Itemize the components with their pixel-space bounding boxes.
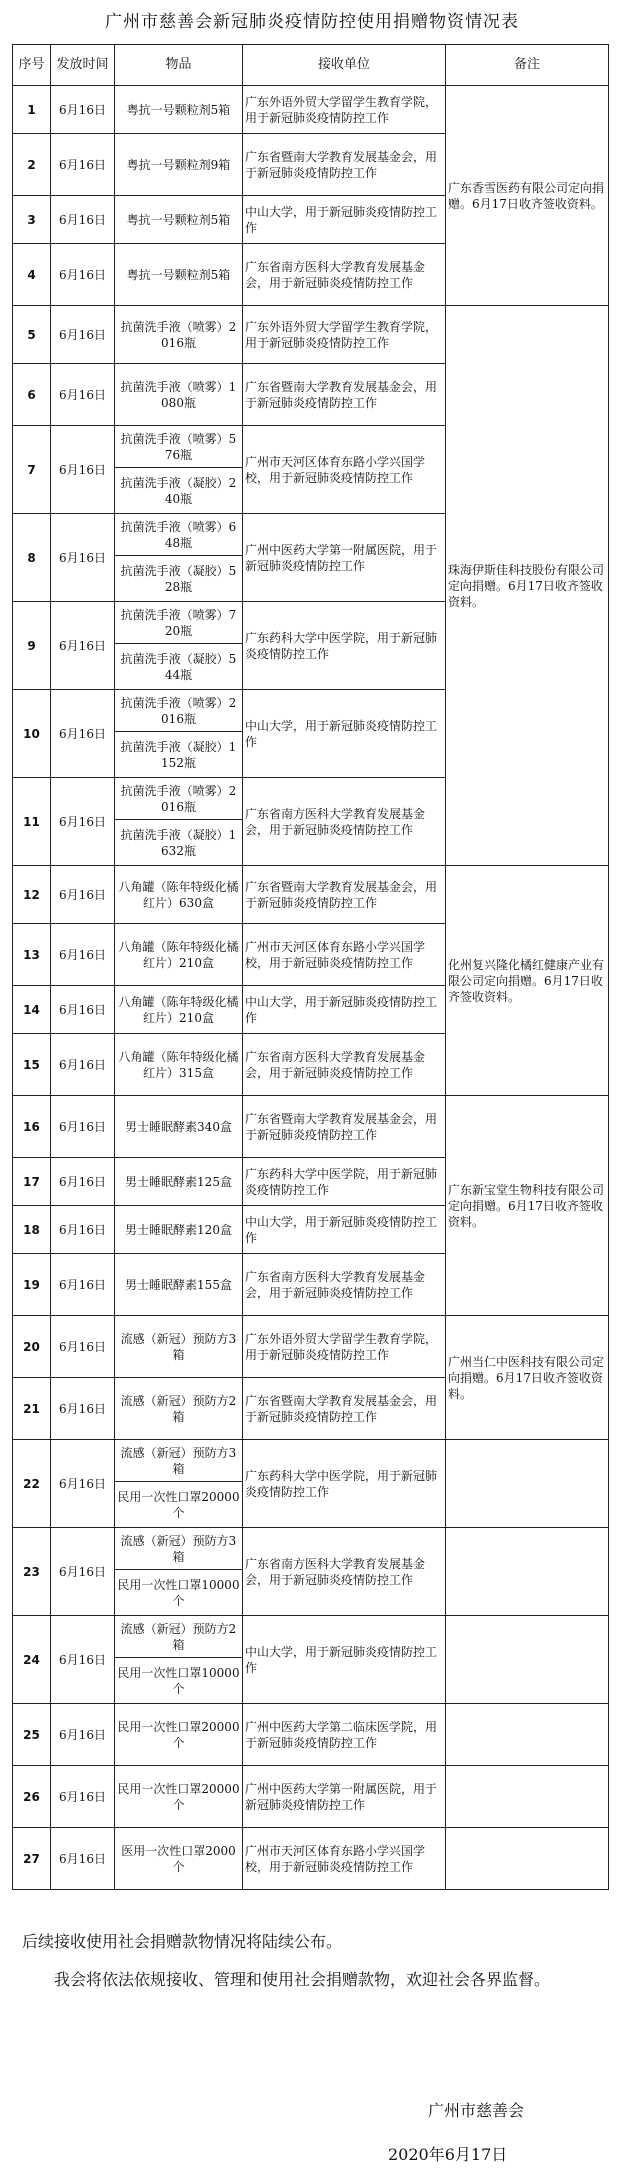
table-body (13, 86, 609, 1890)
row-item: 流感（新冠）预防方2箱 (115, 1378, 243, 1440)
row-note: 广州当仁中医科技有限公司定向捐赠。6月17日收齐签收资料。 (446, 1316, 609, 1440)
table-row (13, 1316, 609, 1378)
row-note-empty (446, 1528, 609, 1616)
row-number: 23 (13, 1528, 51, 1616)
table-row (13, 1096, 609, 1158)
row-recipient: 广州市天河区体育东路小学兴国学校，用于新冠肺炎疫情防控工作 (243, 426, 446, 514)
header-date: 发放时间 (51, 45, 115, 86)
row-item: 医用一次性口罩2000个 (115, 1828, 243, 1890)
row-item: 流感（新冠）预防方3箱 (115, 1528, 243, 1570)
row-date: 6月16日 (51, 1616, 115, 1704)
row-note: 广东新宝堂生物科技有限公司定向捐赠。6月17日收齐签收资料。 (446, 1096, 609, 1316)
table-row (13, 1616, 609, 1658)
row-number: 16 (13, 1096, 51, 1158)
row-number: 9 (13, 602, 51, 690)
row-item: 民用一次性口罩10000个 (115, 1570, 243, 1616)
row-recipient: 中山大学，用于新冠肺炎疫情防控工作 (243, 1206, 446, 1254)
row-date: 6月16日 (51, 1704, 115, 1766)
row-recipient: 广州中医药大学第二临床医学院，用于新冠肺炎疫情防控工作 (243, 1704, 446, 1766)
row-item: 男士睡眠酵素125盒 (115, 1158, 243, 1206)
row-item: 男士睡眠酵素155盒 (115, 1254, 243, 1316)
header-no: 序号 (13, 45, 51, 86)
row-item: 粤抗一号颗粒剂5箱 (115, 244, 243, 306)
row-item: 八角罐（陈年特级化橘红片）210盒 (115, 924, 243, 986)
row-date: 6月16日 (51, 1158, 115, 1206)
row-number: 22 (13, 1440, 51, 1528)
row-item: 抗菌洗手液（喷雾）2016瓶 (115, 306, 243, 364)
row-note-empty (446, 1704, 609, 1766)
row-number: 10 (13, 690, 51, 778)
row-item: 抗菌洗手液（喷雾）576瓶 (115, 426, 243, 468)
row-recipient: 广东省南方医科大学教育发展基金会，用于新冠肺炎疫情防控工作 (243, 244, 446, 306)
row-date: 6月16日 (51, 1206, 115, 1254)
row-item: 八角罐（陈年特级化橘红片）210盒 (115, 986, 243, 1034)
row-item: 粤抗一号颗粒剂5箱 (115, 86, 243, 134)
row-note: 珠海伊斯佳科技股份有限公司定向捐赠。6月17日收齐签收资料。 (446, 306, 609, 866)
row-recipient: 广东外语外贸大学留学生教育学院，用于新冠肺炎疫情防控工作 (243, 1316, 446, 1378)
row-date: 6月16日 (51, 1034, 115, 1096)
table-row (13, 1766, 609, 1828)
row-item: 抗菌洗手液（喷雾）720瓶 (115, 602, 243, 644)
row-number: 7 (13, 426, 51, 514)
row-number: 21 (13, 1378, 51, 1440)
row-recipient: 广东省南方医科大学教育发展基金会，用于新冠肺炎疫情防控工作 (243, 1254, 446, 1316)
row-recipient: 广东省暨南大学教育发展基金会，用于新冠肺炎疫情防控工作 (243, 1378, 446, 1440)
row-number: 18 (13, 1206, 51, 1254)
row-recipient: 广东外语外贸大学留学生教育学院，用于新冠肺炎疫情防控工作 (243, 306, 446, 364)
row-recipient: 广东省暨南大学教育发展基金会，用于新冠肺炎疫情防控工作 (243, 134, 446, 196)
row-date: 6月16日 (51, 1828, 115, 1890)
table-row (13, 1828, 609, 1890)
row-item: 民用一次性口罩20000个 (115, 1766, 243, 1828)
row-date: 6月16日 (51, 778, 115, 866)
row-number: 6 (13, 364, 51, 426)
row-number: 14 (13, 986, 51, 1034)
row-note-empty (446, 1828, 609, 1890)
row-recipient: 广东药科大学中医学院，用于新冠肺炎疫情防控工作 (243, 1158, 446, 1206)
row-item: 抗菌洗手液（凝胶）240瓶 (115, 468, 243, 514)
row-recipient: 广东省暨南大学教育发展基金会，用于新冠肺炎疫情防控工作 (243, 364, 446, 426)
row-recipient: 广东省暨南大学教育发展基金会，用于新冠肺炎疫情防控工作 (243, 866, 446, 924)
table-header-row (13, 45, 609, 86)
row-recipient: 中山大学，用于新冠肺炎疫情防控工作 (243, 196, 446, 244)
row-item: 抗菌洗手液（喷雾）648瓶 (115, 514, 243, 556)
row-date: 6月16日 (51, 1766, 115, 1828)
header-recv: 接收单位 (243, 45, 446, 86)
row-item: 抗菌洗手液（凝胶）528瓶 (115, 556, 243, 602)
row-date: 6月16日 (51, 866, 115, 924)
row-item: 粤抗一号颗粒剂5箱 (115, 196, 243, 244)
row-recipient: 广东药科大学中医学院，用于新冠肺炎疫情防控工作 (243, 602, 446, 690)
row-recipient: 广东省暨南大学教育发展基金会，用于新冠肺炎疫情防控工作 (243, 1096, 446, 1158)
row-recipient: 广东省南方医科大学教育发展基金会，用于新冠肺炎疫情防控工作 (243, 778, 446, 866)
row-number: 19 (13, 1254, 51, 1316)
row-number: 26 (13, 1766, 51, 1828)
row-date: 6月16日 (51, 1528, 115, 1616)
row-number: 11 (13, 778, 51, 866)
row-date: 6月16日 (51, 1440, 115, 1528)
row-item: 抗菌洗手液（喷雾）1080瓶 (115, 364, 243, 426)
table-row (13, 866, 609, 924)
row-recipient: 广东外语外贸大学留学生教育学院，用于新冠肺炎疫情防控工作 (243, 86, 446, 134)
row-number: 8 (13, 514, 51, 602)
row-item: 民用一次性口罩20000个 (115, 1704, 243, 1766)
row-item: 民用一次性口罩20000个 (115, 1482, 243, 1528)
donation-table (12, 44, 609, 1890)
row-item: 粤抗一号颗粒剂9箱 (115, 134, 243, 196)
row-date: 6月16日 (51, 1316, 115, 1378)
row-date: 6月16日 (51, 986, 115, 1034)
row-item: 流感（新冠）预防方3箱 (115, 1440, 243, 1482)
footer-date: 2020年6月17日 (388, 2145, 508, 2164)
row-number: 17 (13, 1158, 51, 1206)
footer-org: 广州市慈善会 (428, 2101, 525, 2120)
row-item: 八角罐（陈年特级化橘红片）315盒 (115, 1034, 243, 1096)
row-item: 抗菌洗手液（凝胶）544瓶 (115, 644, 243, 690)
table-row (13, 306, 609, 364)
footer-line-1: 后续接收使用社会捐赠款物情况将陆续公布。 (22, 1932, 343, 1951)
row-number: 5 (13, 306, 51, 364)
row-item: 男士睡眠酵素340盒 (115, 1096, 243, 1158)
row-number: 1 (13, 86, 51, 134)
row-note-empty (446, 1766, 609, 1828)
row-recipient: 广州市天河区体育东路小学兴国学校，用于新冠肺炎疫情防控工作 (243, 1828, 446, 1890)
row-item: 流感（新冠）预防方3箱 (115, 1316, 243, 1378)
row-number: 20 (13, 1316, 51, 1378)
row-number: 27 (13, 1828, 51, 1890)
row-date: 6月16日 (51, 1096, 115, 1158)
row-recipient: 广东省南方医科大学教育发展基金会，用于新冠肺炎疫情防控工作 (243, 1034, 446, 1096)
row-note: 化州复兴隆化橘红健康产业有限公司定向捐赠。6月17日收齐签收资料。 (446, 866, 609, 1096)
row-recipient: 中山大学，用于新冠肺炎疫情防控工作 (243, 1616, 446, 1704)
row-recipient: 广州市天河区体育东路小学兴国学校，用于新冠肺炎疫情防控工作 (243, 924, 446, 986)
row-recipient: 广东省南方医科大学教育发展基金会，用于新冠肺炎疫情防控工作 (243, 1528, 446, 1616)
table-row (13, 1528, 609, 1570)
row-item: 八角罐（陈年特级化橘红片）630盒 (115, 866, 243, 924)
row-recipient: 广东药科大学中医学院，用于新冠肺炎疫情防控工作 (243, 1440, 446, 1528)
row-item: 民用一次性口罩10000个 (115, 1658, 243, 1704)
row-number: 13 (13, 924, 51, 986)
row-item: 抗菌洗手液（凝胶）1632瓶 (115, 820, 243, 866)
row-date: 6月16日 (51, 244, 115, 306)
header-item: 物品 (115, 45, 243, 86)
table-row (13, 86, 609, 134)
row-date: 6月16日 (51, 364, 115, 426)
row-item: 抗菌洗手液（凝胶）1152瓶 (115, 732, 243, 778)
row-number: 4 (13, 244, 51, 306)
row-date: 6月16日 (51, 690, 115, 778)
row-date: 6月16日 (51, 1254, 115, 1316)
row-note-empty (446, 1440, 609, 1528)
footer-line-2: 我会将依法依规接收、管理和使用社会捐赠款物，欢迎社会各界监督。 (54, 1970, 551, 1989)
row-recipient: 广州中医药大学第一附属医院，用于新冠肺炎疫情防控工作 (243, 514, 446, 602)
row-number: 3 (13, 196, 51, 244)
row-date: 6月16日 (51, 602, 115, 690)
row-date: 6月16日 (51, 426, 115, 514)
page-title: 广州市慈善会新冠肺炎疫情防控使用捐赠物资情况表 (105, 12, 519, 32)
row-date: 6月16日 (51, 86, 115, 134)
row-item: 流感（新冠）预防方2箱 (115, 1616, 243, 1658)
row-number: 24 (13, 1616, 51, 1704)
row-date: 6月16日 (51, 924, 115, 986)
header-note: 备注 (446, 45, 609, 86)
row-number: 25 (13, 1704, 51, 1766)
row-date: 6月16日 (51, 134, 115, 196)
row-item: 抗菌洗手液（喷雾）2016瓶 (115, 690, 243, 732)
row-number: 2 (13, 134, 51, 196)
row-date: 6月16日 (51, 514, 115, 602)
row-note: 广东香雪医药有限公司定向捐赠。6月17日收齐签收资料。 (446, 86, 609, 306)
row-date: 6月16日 (51, 306, 115, 364)
row-date: 6月16日 (51, 196, 115, 244)
row-recipient: 中山大学，用于新冠肺炎疫情防控工作 (243, 690, 446, 778)
table-row (13, 1440, 609, 1482)
row-item: 抗菌洗手液（喷雾）2016瓶 (115, 778, 243, 820)
row-date: 6月16日 (51, 1378, 115, 1440)
row-recipient: 中山大学，用于新冠肺炎疫情防控工作 (243, 986, 446, 1034)
table-row (13, 1704, 609, 1766)
row-number: 12 (13, 866, 51, 924)
row-item: 男士睡眠酵素120盒 (115, 1206, 243, 1254)
row-number: 15 (13, 1034, 51, 1096)
row-recipient: 广州中医药大学第一附属医院，用于新冠肺炎疫情防控工作 (243, 1766, 446, 1828)
row-note-empty (446, 1616, 609, 1704)
